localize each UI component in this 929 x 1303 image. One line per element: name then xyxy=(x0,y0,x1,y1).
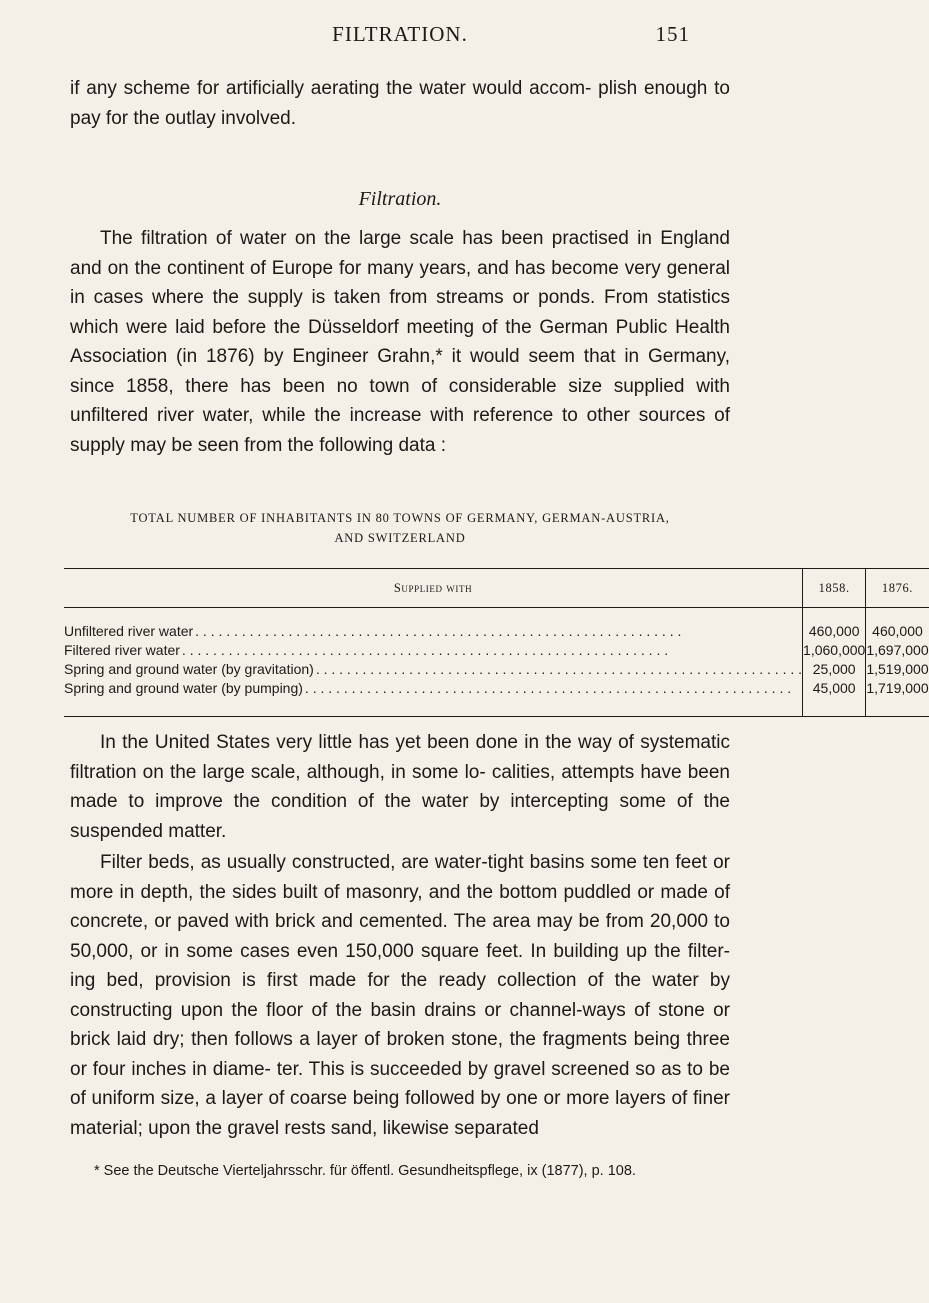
paragraph-1-text: if any scheme for artificially aerating the water would accom- plish enough to pay for the outlay involved. xyxy=(70,78,730,129)
table-row xyxy=(64,679,929,717)
paragraph-4-text: Filter beds, as usually constructed, are water-tight basins some ten feet or more in depth, the sides built of masonry, and the bottom puddled or made of concrete, or paved with brick and cemented. The area may be from 20,000 to 50,000, or in some cases even 150,000 square feet. In building up the filter- ing bed, provision is first made for the ready collection of the water by constructing upon the floor of the basin drains or channel-ways of stone or brick laid dry; then follows a layer of broken stone, the fragments being three or four inches in diame- ter. This is succeeded by gravel screened so as to be of uniform size, a layer of coarse being followed by one or more layers of finer material; upon the gravel rests sand, likewise separated xyxy=(70,852,730,1139)
paragraph-4 xyxy=(70,848,730,1143)
population-table xyxy=(64,568,929,717)
column-header-supplied-with: Supplied with xyxy=(64,569,803,608)
table-caption-line-2: AND SWITZERLAND xyxy=(334,531,466,545)
paragraph-1 xyxy=(70,74,730,133)
paragraph-3-text: In the United States very little has yet been done in the way of systematic filtration on the large scale, although, in some lo- calities, attempts have been made to improve the condition of the water by intercepting some of the suspended matter. xyxy=(70,732,730,842)
table-row xyxy=(64,641,929,660)
footnote-text: * See the Deutsche Vierteljahrsschr. für öffentl. Gesundheitspflege, ix (1877), p. 108. xyxy=(94,1163,636,1179)
running-header xyxy=(0,22,800,52)
table-header-row xyxy=(64,569,929,608)
section-heading: Filtration. xyxy=(358,188,442,210)
page-number: 151 xyxy=(655,22,690,46)
paragraph-2 xyxy=(70,224,730,460)
paragraph-3 xyxy=(70,728,730,846)
footnote xyxy=(70,1160,730,1182)
row-label: Spring and ground water (by gravitation) xyxy=(64,661,314,677)
cell-1858: 1,060,000 xyxy=(803,642,866,658)
running-title: FILTRATION. xyxy=(332,22,468,46)
column-header-1876: 1876. xyxy=(866,569,929,608)
table-caption-line-1: TOTAL NUMBER OF INHABITANTS IN 80 TOWNS OF GERMANY, GERMAN-AUSTRIA, xyxy=(130,511,670,525)
cell-1858: 25,000 xyxy=(803,660,866,679)
dot-leader xyxy=(182,641,802,660)
table-row xyxy=(64,660,929,679)
table-caption xyxy=(60,508,740,548)
cell-1876: 1,697,000 xyxy=(866,642,929,658)
row-label: Unfiltered river water xyxy=(64,623,194,639)
cell-1876: 1,519,000 xyxy=(866,661,929,677)
paragraph-2-text: The filtration of water on the large scale has been practised in England and on the continent of Europe for many years, and has become very general in cases where the supply is taken from streams or ponds. From statistics which were laid before the Düsseldorf meeting of the German Public Health Association (in 1876) by Engineer Grahn,* it would seem that in Germany, since 1858, there has been no town of considerable size supplied with unfiltered river water, while the increase with reference to other sources of supply may be seen from the following data : xyxy=(70,228,730,456)
cell-1876: 460,000 xyxy=(866,608,929,642)
column-header-1858: 1858. xyxy=(803,569,866,608)
dot-leader xyxy=(305,679,802,698)
cell-1858: 460,000 xyxy=(803,608,866,642)
cell-1876: 1,719,000 xyxy=(866,679,929,717)
row-label: Filtered river water xyxy=(64,642,180,658)
table-row xyxy=(64,608,929,642)
cell-1858: 45,000 xyxy=(803,679,866,717)
dot-leader xyxy=(316,660,802,679)
dot-leader xyxy=(195,622,802,641)
row-label: Spring and ground water (by pumping) xyxy=(64,680,303,696)
